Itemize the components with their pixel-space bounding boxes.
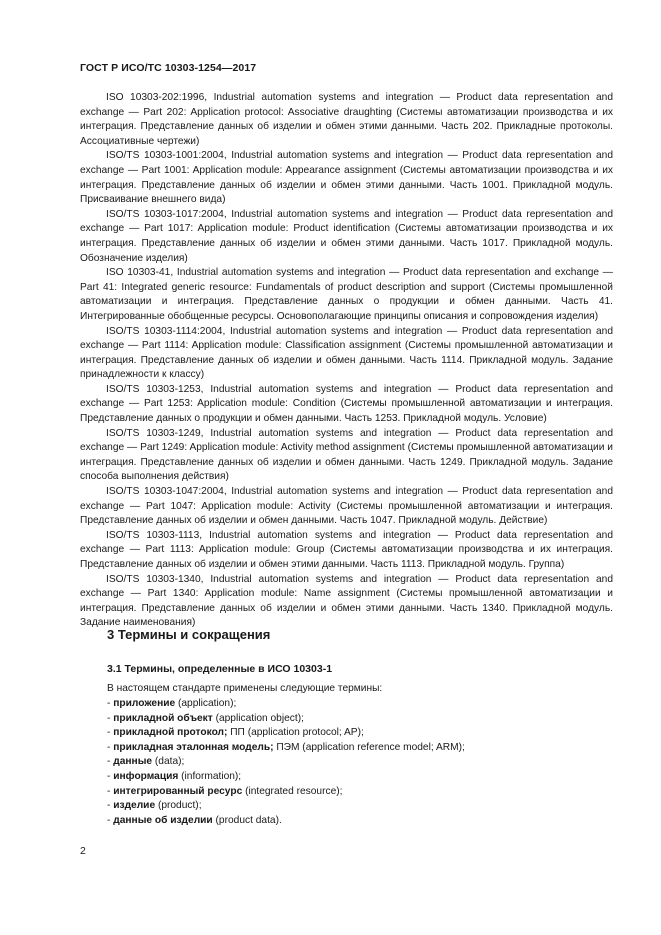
list-item xyxy=(107,799,465,814)
term-translation: ПЭМ (application reference model; ARM); xyxy=(273,741,465,753)
term-name: приложение xyxy=(113,698,176,709)
term-translation: (application); xyxy=(175,698,237,709)
reference-entry: ISO/TS 10303-1001:2004, Industrial automation systems and integration — Product data representation and exchange — Part 1001: Application module: Appearance assignment (Системы автоматизации производства и их интеграция. Представление данных об изделии и обмен этими данными. Часть 1001. Прикладной модуль. Присваивание внешнего вида) xyxy=(80,150,613,206)
page-number: 2 xyxy=(80,845,86,857)
normative-references xyxy=(80,91,613,631)
term-translation: (product); xyxy=(155,800,202,812)
term-translation: ПП (application protocol; AP); xyxy=(227,727,364,739)
reference-entry: ISO/TS 10303-1114:2004, Industrial automation systems and integration — Product data representation and exchange — Part 1114: Application module: Classification assignment (Системы промышленной автоматизации и интеграция. Представление данных об изделии и обмен данными. Часть 1114. Прикладной модуль. Задание принадлежности к классу) xyxy=(80,325,613,381)
terms-intro: В настоящем стандарте применены следующие термины: xyxy=(107,683,383,694)
term-translation: (integrated resource); xyxy=(242,785,343,797)
list-dash: - xyxy=(107,785,111,797)
list-dash: - xyxy=(107,770,111,782)
term-name: интегрированный ресурс xyxy=(113,785,243,797)
reference-entry: ISO/TS 10303-1340, Industrial automation systems and integration — Product data representation and exchange — Part 1340: Application module: Name assignment (Системы промышленной автоматизации и интеграция. Представление данных об изделии и обмен этими данными. Часть 1340. Прикладной модуль. Задание наименования) xyxy=(80,573,613,629)
term-name: прикладной объект xyxy=(113,712,213,724)
list-item xyxy=(107,741,465,756)
list-item xyxy=(107,697,465,712)
list-item xyxy=(107,726,465,741)
reference-entry: ISO/TS 10303-1017:2004, Industrial automation systems and integration — Product data representation and exchange — Part 1017: Application module: Product identification (Системы автоматизации производства и их интеграция. Представление данных об изделии и обмен этими данными. Часть 1017. Прикладной модуль. Обозначение изделия) xyxy=(80,208,613,264)
list-dash: - xyxy=(107,698,111,709)
term-name: данные об изделии xyxy=(113,814,213,826)
term-name: данные xyxy=(113,756,153,768)
document-header: ГОСТ Р ИСО/ТС 10303-1254—2017 xyxy=(80,62,257,74)
subsection-title: 3.1 Термины, определенные в ИСО 10303-1 xyxy=(107,663,333,675)
reference-entry: ISO/TS 10303-1113, Industrial automation systems and integration — Product data representation and exchange — Part 1113: Application module: Group (Системы автоматизации производства и их интеграция. Представление данных об изделии и обмен этими данными. Часть 1113. Прикладной модуль. Группа) xyxy=(80,529,613,570)
term-name: изделие xyxy=(113,800,156,812)
list-dash: - xyxy=(107,800,111,812)
term-translation: (product data). xyxy=(212,814,282,826)
term-translation: (data); xyxy=(152,756,185,768)
section-title: 3 Термины и сокращения xyxy=(107,627,271,642)
reference-entry: ISO/TS 10303-1249, Industrial automation systems and integration — Product data representation and exchange — Part 1249: Application module: Activity method assignment (Системы промышленной автоматизации и интеграция. Представление данных об изделии и обмен данными. Часть 1249. Прикладной модуль. Задание способа выполнения действия) xyxy=(80,427,613,483)
list-item xyxy=(107,814,465,829)
list-item xyxy=(107,712,465,727)
list-item xyxy=(107,785,465,800)
term-name: прикладной протокол; xyxy=(113,727,228,739)
list-dash: - xyxy=(107,756,111,768)
reference-entry: ISO 10303-202:1996, Industrial automation systems and integration — Product data representation and exchange — Part 202: Application protocol: Associative draughting (Системы автоматизации производства и их интеграция. Представление данных об изделии и обмен этими данными. Часть 202. Прикладные протоколы. Ассоциативные чертежи) xyxy=(80,92,613,147)
reference-entry: ISO/TS 10303-1047:2004, Industrial automation systems and integration — Product data representation and exchange — Part 1047: Application module: Activity (Системы промышленной автоматизации и интеграция. Представление данных об изделии и обмен данными. Часть 1047. Прикладной модуль. Действие) xyxy=(80,486,613,527)
list-dash: - xyxy=(107,712,111,724)
list-dash: - xyxy=(107,741,111,753)
term-name: прикладная эталонная модель; xyxy=(113,741,274,753)
list-item xyxy=(107,755,465,770)
list-dash: - xyxy=(107,727,111,739)
term-translation: (information); xyxy=(178,770,242,782)
list-dash: - xyxy=(107,814,111,826)
term-name: информация xyxy=(113,770,179,782)
term-translation: (application object); xyxy=(212,712,304,724)
reference-entry: ISO 10303-41, Industrial automation systems and integration — Product data representation and exchange — Part 41: Integrated generic resource: Fundamentals of product description and support (Системы промышленной автоматизации и интеграция. Представление данных о продукции и обмен данными. Часть 41. Интегрированные обобщенные ресурсы. Основополагающие принципы описания и сопровождения изделия) xyxy=(80,267,613,322)
terms-list xyxy=(107,697,465,828)
list-item xyxy=(107,770,465,785)
reference-entry: ISO/TS 10303-1253, Industrial automation systems and integration — Product data representation and exchange — Part 1253: Application module: Condition (Системы промышленной автоматизации и интеграция. Представление данных о продукции и обмен данными. Часть 1253. Прикладной модуль. Условие) xyxy=(80,383,613,425)
